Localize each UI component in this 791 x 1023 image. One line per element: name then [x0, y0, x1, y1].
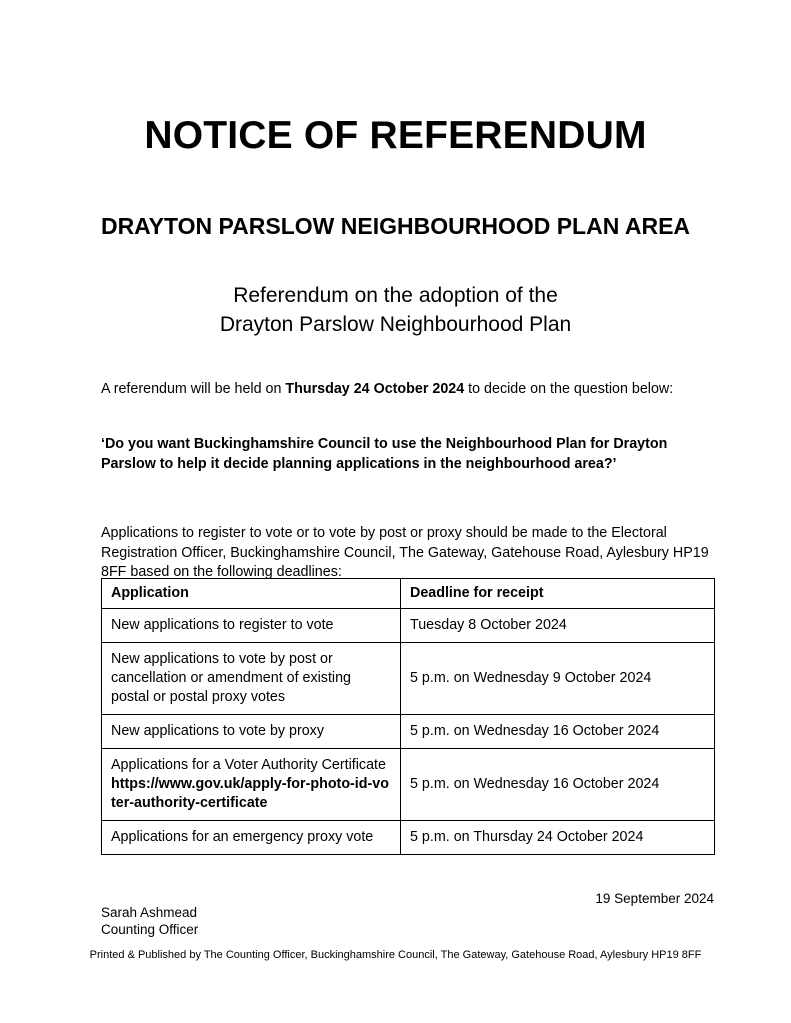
cell-application — [102, 643, 401, 715]
application-text: New applications to vote by post or cancellation or amendment of existing postal or postal proxy votes — [111, 651, 352, 705]
notice-issue-date: 19 September 2024 — [595, 891, 714, 906]
cell-deadline: 5 p.m. on Wednesday 9 October 2024 — [401, 643, 715, 715]
applications-paragraph: Applications to register to vote or to vote by post or proxy should be made to the Electoral Registration Officer, Buckinghamshire Council, The Gateway, Gatehouse Road, Aylesbury HP19 8FF based on the following deadlines: — [101, 525, 709, 581]
cell-deadline: 5 p.m. on Thursday 24 October 2024 — [401, 821, 715, 855]
cell-deadline: 5 p.m. on Wednesday 16 October 2024 — [401, 749, 715, 821]
column-header-deadline: Deadline for receipt — [401, 579, 715, 609]
referendum-poll-date: Thursday 24 October 2024 — [285, 381, 465, 398]
table-row — [102, 821, 715, 855]
cell-deadline: 5 p.m. on Wednesday 16 October 2024 — [401, 715, 715, 749]
cell-application — [102, 821, 401, 855]
counting-officer-role: Counting Officer — [101, 921, 199, 937]
intro-text-after-date: to decide on the question below: — [464, 381, 674, 398]
table-row — [102, 643, 715, 715]
counting-officer-name: Sarah Ashmead — [101, 905, 198, 920]
table-header-row — [102, 579, 715, 609]
signoff-block — [101, 905, 198, 938]
referendum-subtitle — [95, 281, 696, 339]
cell-application — [102, 609, 401, 643]
cell-application — [102, 749, 401, 821]
table-row — [102, 609, 715, 643]
deadlines-table — [101, 578, 715, 855]
voter-authority-certificate-url[interactable]: https://www.gov.uk/apply-for-photo-id-voter-authority-certificate — [111, 776, 389, 811]
subtitle-line-2: Drayton Parslow Neighbourhood Plan — [219, 313, 572, 336]
print-publish-line: Printed & Published by The Counting Officer, Buckinghamshire Council, The Gateway, Gatehouse Road, Aylesbury HP19 8FF — [89, 949, 702, 961]
application-text: New applications to register to vote — [111, 617, 334, 633]
table-row — [102, 715, 715, 749]
application-text: Applications for a Voter Authority Certificate — [111, 757, 386, 773]
subtitle-line-1: Referendum on the adoption of the — [233, 284, 558, 307]
referendum-question: ‘Do you want Buckinghamshire Council to use the Neighbourhood Plan for Drayton Parslow to help it decide planning applications in the neighbourhood area?’ — [101, 436, 668, 472]
cell-deadline: Tuesday 8 October 2024 — [401, 609, 715, 643]
column-header-application: Application — [102, 579, 401, 609]
table-row — [102, 749, 715, 821]
plan-area-title: DRAYTON PARSLOW NEIGHBOURHOOD PLAN AREA — [100, 213, 691, 240]
cell-application — [102, 715, 401, 749]
application-text: Applications for an emergency proxy vote — [111, 829, 374, 845]
referendum-date-paragraph — [101, 380, 715, 400]
application-text: New applications to vote by proxy — [111, 723, 324, 739]
intro-text-before-date: A referendum will be held on — [101, 381, 286, 398]
page-title: NOTICE OF REFERENDUM — [144, 114, 647, 158]
